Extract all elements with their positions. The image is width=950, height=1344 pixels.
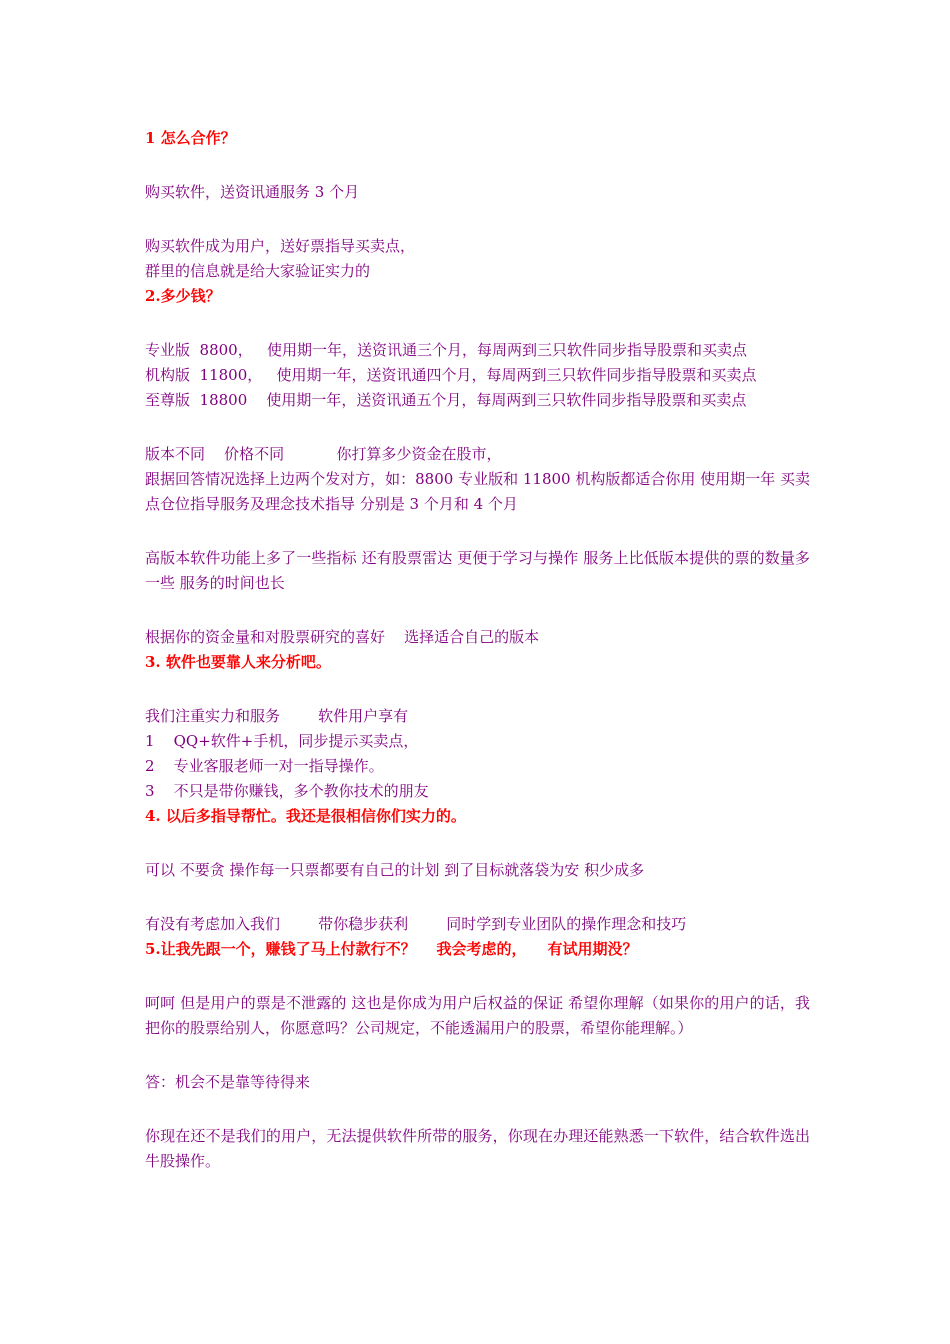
paragraph: 根据你的资金量和对股票研究的喜好 选择适合自己的版本 <box>145 628 540 646</box>
paragraph: 你现在还不是我们的用户，无法提供软件所带的服务，你现在办理还能熟悉一下软件，结合软件选出牛股操作。 <box>145 1127 810 1170</box>
paragraph: 答：机会不是靠等待得来 <box>145 1073 311 1091</box>
paragraph: 可以 不要贪 操作每一只票都要有自己的计划 到了目标就落袋为安 积少成多 <box>145 861 645 879</box>
paragraph: 购买软件成为用户，送好票指导买卖点， <box>145 237 416 255</box>
paragraph: 群里的信息就是给大家验证实力的 <box>145 262 371 280</box>
heading-4: 4. 以后多指导帮忙。我还是很相信你们实力的。 <box>145 807 466 825</box>
heading-3: 3. 软件也要靠人来分析吧。 <box>145 653 331 671</box>
paragraph: 有没有考虑加入我们 带你稳步获利 同时学到专业团队的操作理念和技巧 <box>145 915 687 933</box>
list-item: 2 专业客服老师一对一指导操作。 <box>145 757 384 775</box>
paragraph: 跟据回答情况选择上边两个发对方，如：8800 专业版和 11800 机构版都适合你用 使用期一年 买卖点仓位指导服务及理念技术指导 分别是 3 个月和 4 个月 <box>145 470 810 513</box>
heading-2: 2.多少钱？ <box>145 287 221 305</box>
heading-1: 1 怎么合作？ <box>145 129 236 147</box>
price-line-supreme: 至尊版 18800 使用期一年，送资讯通五个月，每周两到三只软件同步指导股票和买卖点 <box>145 391 747 409</box>
list-item: 1 QQ+软件+手机，同步提示买卖点， <box>145 732 419 750</box>
heading-5: 5.让我先跟一个，赚钱了马上付款行不？ 我会考虑的， 有试用期没？ <box>145 940 638 958</box>
paragraph: 高版本软件功能上多了一些指标 还有股票雷达 更便于学习与操作 服务上比低版本提供的票的数量多一些 服务的时间也长 <box>145 549 810 592</box>
price-line-pro: 专业版 8800， 使用期一年，送资讯通三个月，每周两到三只软件同步指导股票和买卖点 <box>145 341 748 359</box>
paragraph: 呵呵 但是用户的票是不泄露的 这也是你成为用户后权益的保证 希望你理解（如果你的用户的话，我把你的股票给别人，你愿意吗？公司规定，不能透漏用户的股票，希望你能理解。） <box>145 994 810 1037</box>
paragraph: 我们注重实力和服务 软件用户享有 <box>145 707 409 725</box>
list-item: 3 不只是带你赚钱，多个教你技术的朋友 <box>145 782 429 800</box>
paragraph: 版本不同 价格不同 你打算多少资金在股市， <box>145 445 502 463</box>
document-content <box>145 126 810 1174</box>
price-line-institution: 机构版 11800， 使用期一年，送资讯通四个月，每周两到三只软件同步指导股票和买卖点 <box>145 366 757 384</box>
paragraph: 购买软件，送资讯通服务 3 个月 <box>145 183 360 201</box>
